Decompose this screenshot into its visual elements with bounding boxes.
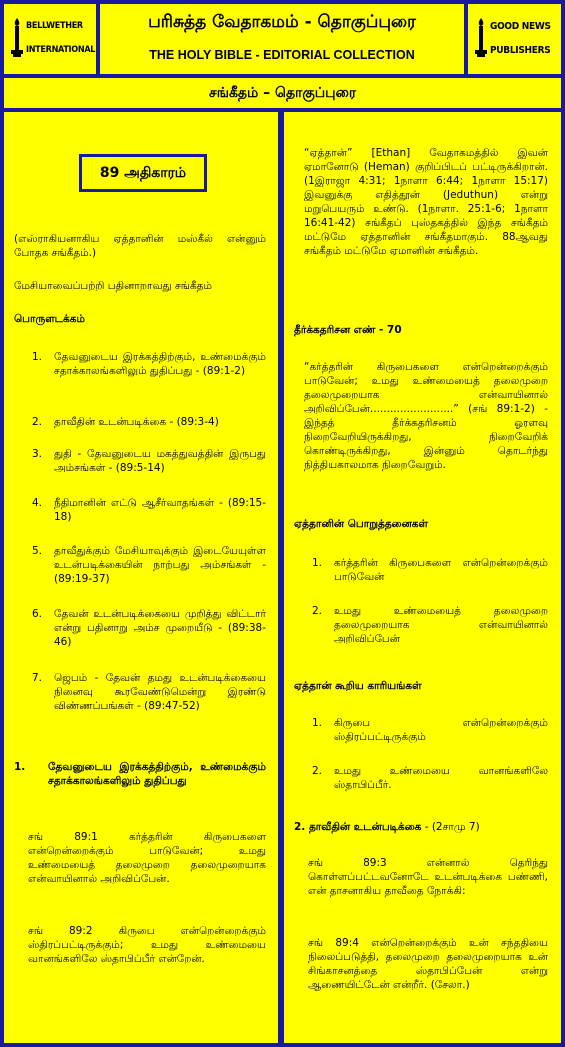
contents-item: ஜெபம் - தேவன் தமது உடன்படிக்கையை நினைவு கூரவேண்டுமென்று இரண்டு விண்ணப்பங்கள் - (89:47-52) bbox=[54, 672, 266, 712]
bellwether-logo bbox=[10, 14, 96, 66]
verse-89-4: சங் 89:4 என்றென்றைக்கும் உன் சந்ததியை நிலைப்படுத்தி, தலைமுறை தலைமுறையாக உன் சிங்காசனத்தை ஸ்தாபிப்பேன் என்று ஆணையிட்டேன் என்றீர். (சேலா.) bbox=[308, 937, 548, 991]
duty-num: 2. bbox=[312, 605, 323, 617]
left-column bbox=[4, 112, 278, 1043]
contents-num: 1. bbox=[32, 351, 43, 363]
section2-heading: 2. தாவீதின் உடன்படிக்கை bbox=[294, 821, 422, 833]
contents-num: 6. bbox=[32, 608, 43, 620]
section2-reference: - (2சாமு 7) bbox=[421, 821, 480, 833]
contents-item: நீதிமானின் எட்டு ஆசீர்வாதங்கள் - (89:15-18) bbox=[54, 497, 266, 523]
duty-num: 1. bbox=[312, 557, 323, 569]
header-left-logo-panel bbox=[4, 4, 96, 74]
contents-item: தாவீதுக்கும் மேசியாவுக்கும் இடையேயுள்ள உடன்படிக்கையின் நாற்பது அம்சங்கள் - (89:19-37) bbox=[54, 545, 266, 585]
contents-num: 7. bbox=[32, 672, 43, 684]
contents-item: தாவீதின் உடன்படிக்கை - (89:3-4) bbox=[54, 416, 219, 428]
said-item: கிருபை என்றென்றைக்கும் ஸ்திரப்பட்டிருக்கும் bbox=[334, 717, 548, 743]
verse-89-3: சங் 89:3 என்னால் தெரிந்து கொள்ளப்பட்டவனோடே உடன்படிக்கை பண்ணி, என் தாசனாகிய தாவீதை நோக்கி: bbox=[308, 857, 548, 897]
right-logo-line-2: PUBLISHERS bbox=[490, 45, 551, 56]
intro-text: (எஸ்ராகியனாகிய ஏத்தானின் மஸ்கீல் என்னும் போதக சங்கீதம்.) bbox=[14, 233, 266, 259]
prophecy-paragraph: “கர்த்தரின் கிருபைகளை என்றென்றைக்கும் பாடுவேன்; உமது உண்மையைத் தலைமுறை தலைமுறையாக என்வாயினால் அறிவிப்பேன்.........................” (சங் 89:1-2) - இந்தத் தீர்க்கதரிசனம் ஓரளவு நிறைவேறியிருக்கிறது, நிறைவேறிக் கொண்டிருக்கிறது, இன்னும் தொடர்ந்து நித்தியகாலமாக நிறைவேறும். bbox=[304, 361, 548, 471]
right-column bbox=[284, 112, 561, 1043]
english-title: THE HOLY BIBLE - EDITORIAL COLLECTION bbox=[149, 48, 415, 62]
header-title-panel bbox=[100, 4, 464, 74]
contents-num: 3. bbox=[32, 448, 43, 460]
prophecy-heading: தீர்க்கதரிசன எண் - 70 bbox=[294, 324, 402, 336]
tamil-title: பரிசுத்த வேதாகமம் - தொகுப்புரை bbox=[148, 12, 416, 32]
chapter-box: 89 அதிகாரம் bbox=[79, 154, 207, 192]
duty-item: உமது உண்மையைத் தலைமுறை தலைமுறையாக என்வாயினால் அறிவிப்பேன் bbox=[334, 605, 548, 645]
left-logo-line-2: INTERNATIONAL bbox=[26, 45, 96, 55]
section1-number: 1. bbox=[14, 761, 26, 773]
said-num: 2. bbox=[312, 765, 323, 777]
contents-num: 2. bbox=[32, 416, 43, 428]
duty-item: கர்த்தரின் கிருபைகளை என்றென்றைக்கும் பாடுவேன் bbox=[334, 557, 548, 583]
section2-heading-row bbox=[294, 820, 480, 834]
verse-89-1: சங் 89:1 கர்த்தரின் கிருபைகளை என்றென்றைக்கும் பாடுவேன்; உமது உண்மையைத் தலைமுறை தலைமுறையாக என்வாயினால் அறிவிப்பேன். bbox=[28, 831, 266, 885]
verse-89-2: சங் 89:2 கிருபை என்றென்றைக்கும் ஸ்திரப்பட்டிருக்கும்; உமது உண்மையை வானங்களிலே ஸ்தாபிப்பீர் என்றேன். bbox=[28, 925, 266, 965]
ethan-paragraph: “ஏத்தான்” [Ethan] வேதாகமத்தில் இவன் ஏமானோடு (Heman) குறிப்பிடப் பட்டிருக்கிறான். (1இராஜா 4:31; 1நாளா 6:44; 1நாளா 15:17) இவனுக்கு எதித்தூன் (Jeduthun) என்று மறுபெயரும் உண்டு. (1நாளா. 25:1-6; 1நாளா 16:41-42) சங்கீதப் புஸ்தகத்தில் இந்த சங்கீதம் மட்டுமே ஏத்தானின் சங்கீதமாகும். 88ஆவது சங்கீதம் மட்டுமே ஏமானின் சங்கீதம். bbox=[304, 147, 548, 257]
candle-icon bbox=[10, 18, 24, 58]
intro-messiah: மேசியாவைப்பற்றி பதினாறாவது சங்கீதம் bbox=[14, 280, 212, 292]
header-right-logo-panel bbox=[468, 4, 561, 74]
candle-icon bbox=[474, 18, 488, 58]
contents-item: தேவனுடைய இரக்கத்திற்கும், உண்மைக்கும் சதாக்காலங்களிலும் துதிப்பது - (89:1-2) bbox=[54, 351, 266, 377]
contents-num: 5. bbox=[32, 545, 43, 557]
subtitle: சங்கீதம் – தொகுப்புரை bbox=[208, 85, 357, 101]
good-news-logo bbox=[474, 14, 556, 66]
said-num: 1. bbox=[312, 717, 323, 729]
contents-num: 4. bbox=[32, 497, 43, 509]
contents-item: துதி - தேவனுடைய மகத்துவத்தின் இருபது அம்சங்கள் - (89:5-14) bbox=[54, 448, 266, 474]
section1-heading: தேவனுடைய இரக்கத்திற்கும், உண்மைக்கும் சதாக்காலங்களிலும் துதிப்பது bbox=[48, 761, 266, 787]
said-item: உமது உண்மையை வானங்களிலே ஸ்தாபிப்பீர். bbox=[334, 765, 548, 791]
contents-item: தேவன் உடன்படிக்கையை முறித்து விட்டார் என்று பதினாறு அம்ச முறையீடு - (89:38-46) bbox=[54, 608, 266, 648]
ethan-duties-heading: ஏத்தானின் பொறுத்தனைகள் bbox=[294, 518, 428, 530]
right-logo-line-1: GOOD NEWS bbox=[490, 21, 551, 32]
ethan-said-heading: ஏத்தான் கூறிய காரியங்கள் bbox=[294, 680, 422, 692]
subtitle-bar bbox=[4, 78, 561, 108]
contents-heading: பொருளடக்கம் bbox=[14, 313, 85, 325]
left-logo-line-1: BELLWETHER bbox=[26, 21, 83, 31]
